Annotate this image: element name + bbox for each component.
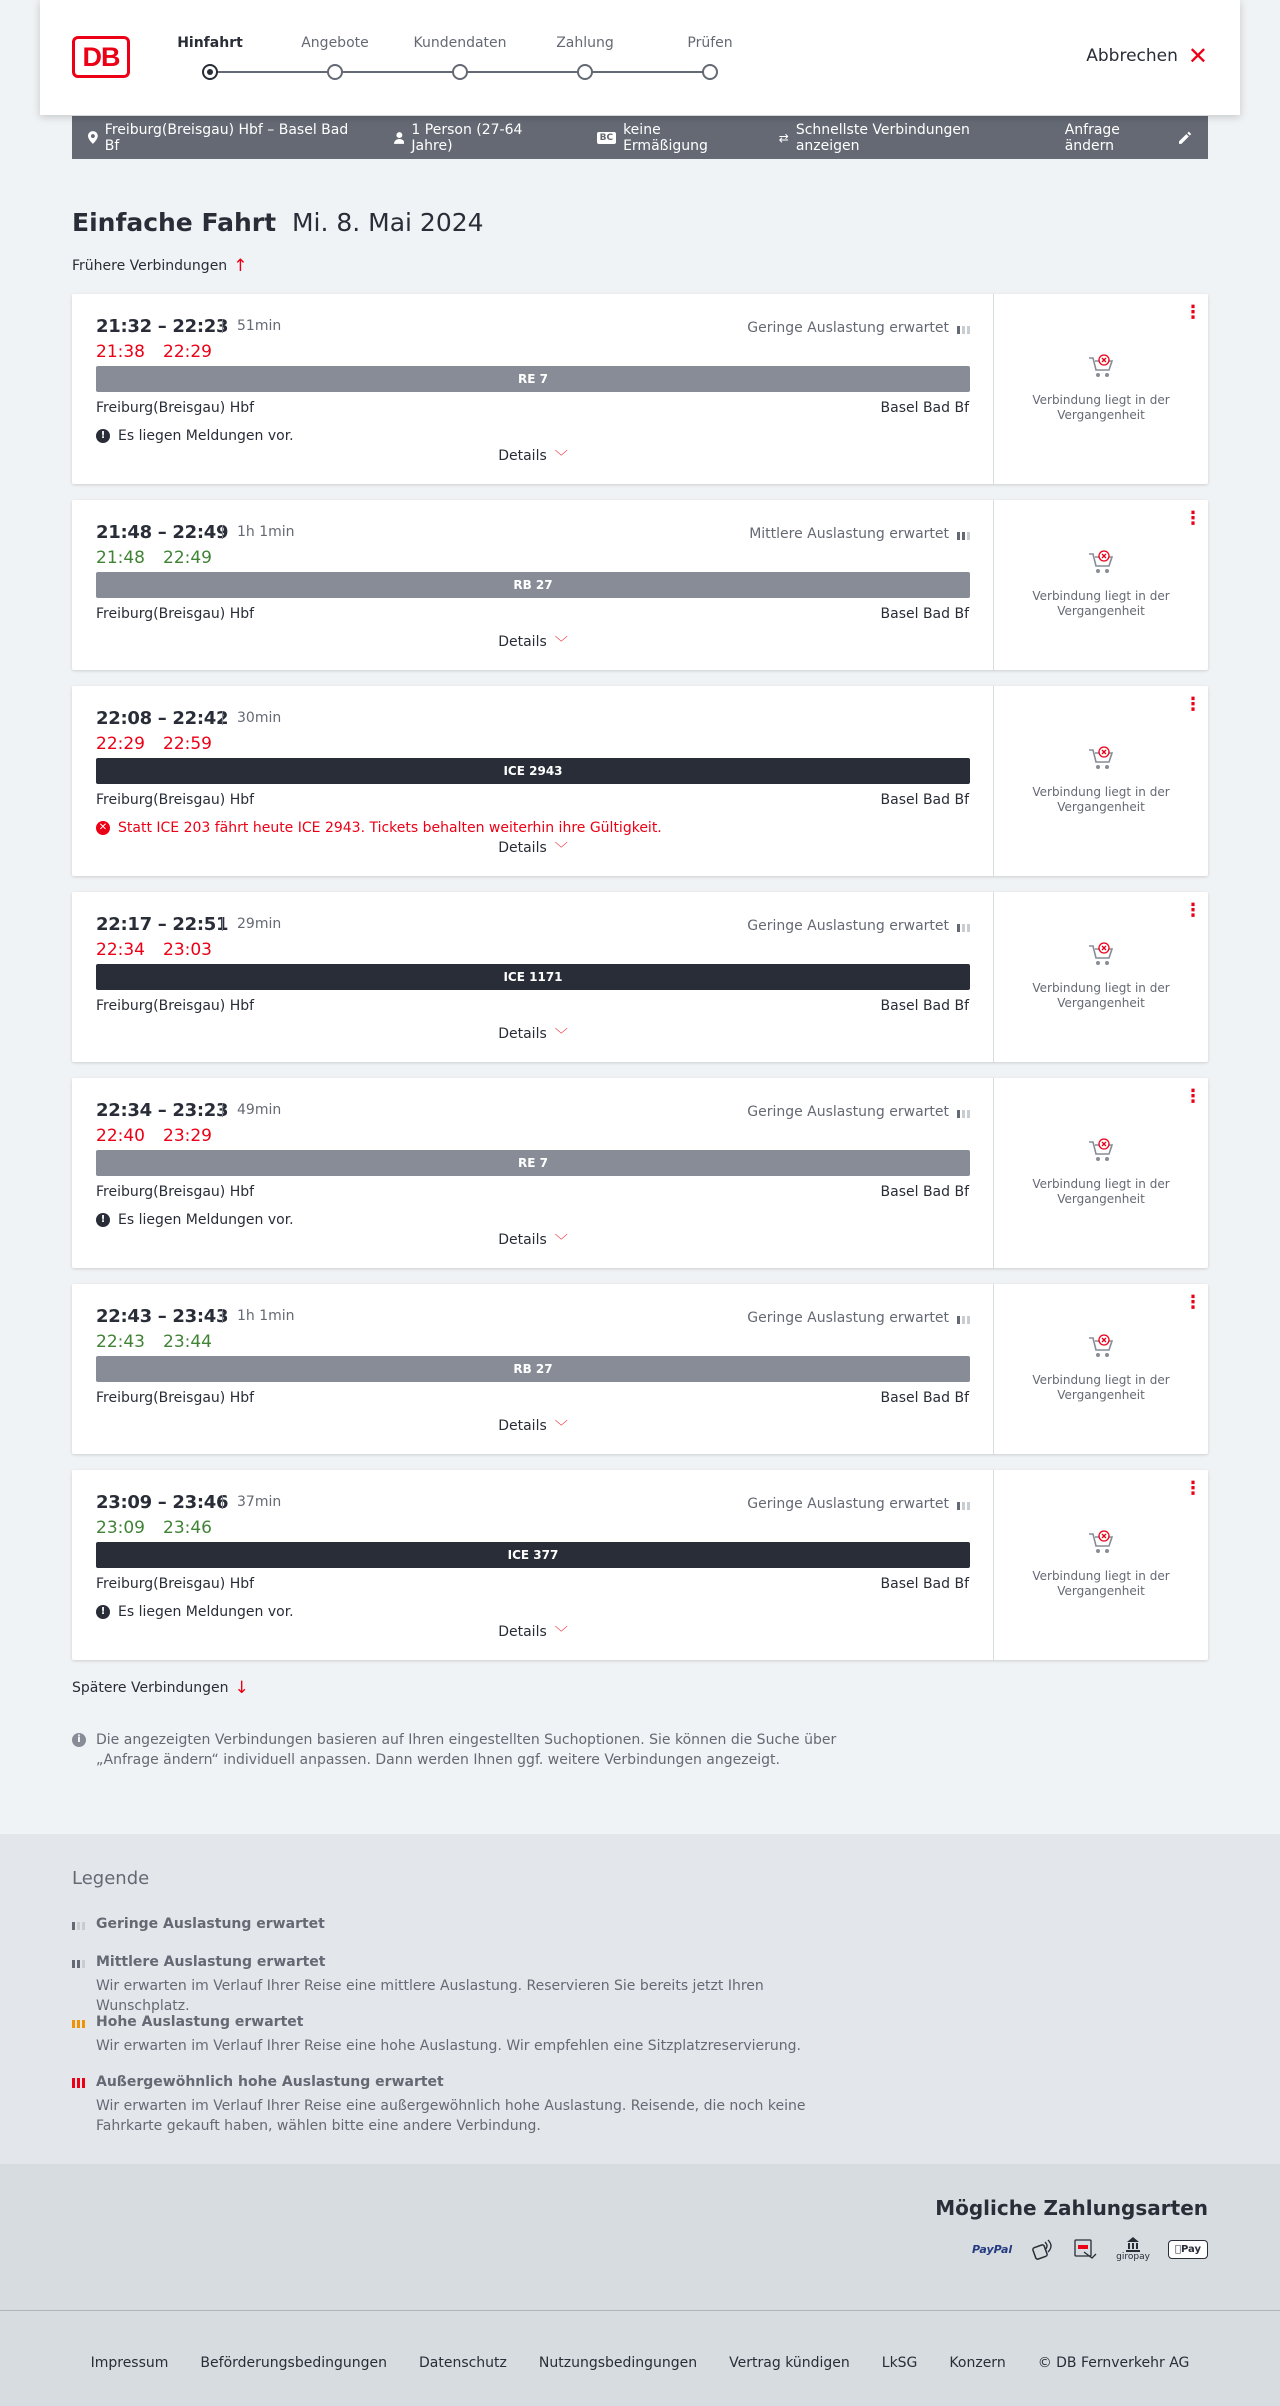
more-options-icon[interactable]: ⋮ [1184,1292,1202,1313]
earlier-label: Frühere Verbindungen [72,258,228,274]
footer-link[interactable]: Impressum [90,2355,169,2371]
realtime-departure: 23:09 [96,1518,145,1538]
payment-icons [972,2236,1208,2262]
occupancy-icon [957,1498,971,1510]
later-connections-link[interactable] [72,1678,249,1698]
realtime-times [96,548,230,568]
footer-link[interactable]: Datenschutz [418,2355,507,2371]
details-label: Details [498,1231,547,1248]
realtime-departure: 22:43 [96,1332,145,1352]
legend-item [72,2074,856,2136]
past-connection-note: Verbindung liegt in der Vergangenheit [1032,393,1170,422]
giropay-building-icon [1125,2236,1141,2252]
realtime-arrival: 22:29 [163,342,212,362]
planned-times: 21:32 – 22:23 [96,316,229,337]
occupancy-text: Geringe Auslastung erwartet [747,1104,949,1120]
connection-details-area [72,686,994,876]
connection-details-area [72,1078,994,1268]
duration: 37min [222,1495,281,1509]
step-dot-pruefen [702,64,718,80]
duration: 49min [222,1103,281,1117]
legend-section [0,1834,1280,2164]
realtime-times [96,1332,230,1352]
departure-station: Freiburg(Breisgau) Hbf [96,998,255,1014]
planned-times: 22:08 – 22:42 [96,708,229,729]
planned-times: 22:34 – 23:23 [96,1100,229,1121]
connection-card[interactable] [72,1470,1208,1660]
connection-card[interactable] [72,892,1208,1062]
step-dot-hinfahrt [202,64,218,80]
message-text: Es liegen Meldungen vor. [118,1604,294,1620]
booking-area [994,1470,1208,1660]
realtime-arrival: 23:03 [163,940,212,960]
footer-link[interactable]: Konzern [949,2355,1006,2371]
step-dot-angebote [327,64,343,80]
occupancy-text: Geringe Auslastung erwartet [747,1496,949,1512]
departure-station: Freiburg(Breisgau) Hbf [96,606,255,622]
realtime-times [96,342,230,362]
connection-message [96,1212,294,1228]
planned-times: 23:09 – 23:46 [96,1492,229,1513]
swap-arrows-icon: ⇄ [778,130,789,145]
past-connection-note: Verbindung liegt in der Vergangenheit [1032,589,1170,618]
occupancy-level-icon [72,1918,86,1930]
occupancy-icon [957,528,971,540]
details-toggle[interactable] [72,1230,994,1249]
more-options-icon[interactable]: ⋮ [1184,302,1202,323]
message-text: Es liegen Meldungen vor. [118,428,294,444]
occupancy-info [749,526,971,542]
step-kundendaten: Kundendaten [413,35,507,51]
footer-link[interactable]: © DB Fernverkehr AG [1037,2355,1190,2371]
train-bar[interactable]: ICE 1171 [96,964,970,990]
sepa-direct-debit-icon [1072,2237,1098,2261]
arrival-station: Basel Bad Bf [880,400,969,416]
bahncard-icon: BC [597,132,616,144]
more-options-icon[interactable]: ⋮ [1184,1086,1202,1107]
footer [0,2310,1280,2406]
occupancy-icon [957,322,971,334]
legend-item [72,2014,856,2056]
realtime-times [96,734,230,754]
pencil-icon [1179,131,1192,144]
step-hinfahrt[interactable]: Hinfahrt [177,35,243,51]
details-toggle[interactable] [72,632,994,651]
realtime-departure: 21:38 [96,342,145,362]
train-bar[interactable]: RB 27 [96,572,970,598]
cart-unavailable-icon [1087,549,1115,577]
more-options-icon[interactable]: ⋮ [1184,694,1202,715]
chevron-down-icon: ﹀ [554,450,568,465]
duration: 30min [222,711,281,725]
giropay-label: giropay [1116,2252,1150,2262]
arrival-station: Basel Bad Bf [880,792,969,808]
alert-icon: ! [96,1605,110,1619]
occupancy-info [747,320,971,336]
contactless-card-icon [1030,2237,1054,2261]
legend-item-title-row [72,1954,856,1970]
connection-details-area [72,1470,994,1660]
apple-pay-label: Pay [1180,2243,1201,2255]
details-toggle[interactable] [72,1622,994,1641]
occupancy-info [747,1496,971,1512]
departure-station: Freiburg(Breisgau) Hbf [96,1390,255,1406]
payment-title: Mögliche Zahlungsarten [935,2196,1208,2220]
close-icon: ✕ [1187,42,1208,70]
db-logo[interactable]: DB [72,36,130,78]
realtime-departure: 21:48 [96,548,145,568]
paypal-icon: PayPal [972,2242,1013,2256]
message-text: Statt ICE 203 fährt heute ICE 2943. Tickets behalten weiterhin ihre Gültigkeit. [118,820,662,836]
realtime-arrival: 22:59 [163,734,212,754]
search-option-text: Schnellste Verbindungen anzeigen [795,121,970,154]
occupancy-info [747,1104,971,1120]
change-request-label: Anfrage ändern [1064,121,1120,154]
details-toggle[interactable] [72,446,994,465]
cart-unavailable-icon [1087,745,1115,773]
departure-station: Freiburg(Breisgau) Hbf [96,1576,255,1592]
occupancy-icon [957,1312,971,1324]
step-dot-zahlung [577,64,593,80]
booking-area [994,892,1208,1062]
step-dot-kundendaten [452,64,468,80]
footer-link[interactable]: Nutzungsbedingungen [538,2355,698,2371]
page-title [72,208,484,237]
departure-station: Freiburg(Breisgau) Hbf [96,792,255,808]
route-info [88,122,362,154]
discount-info [597,122,747,154]
connection-message [96,820,662,836]
chevron-down-icon: ﹀ [554,636,568,651]
passenger-info [394,122,565,154]
more-options-icon[interactable]: ⋮ [1184,900,1202,921]
duration: 29min [222,917,281,931]
departure-station: Freiburg(Breisgau) Hbf [96,1184,255,1200]
step-zahlung: Zahlung [556,35,614,51]
occupancy-text: Geringe Auslastung erwartet [747,320,949,336]
details-label: Details [498,1417,547,1434]
departure-station: Freiburg(Breisgau) Hbf [96,400,255,416]
realtime-arrival: 22:49 [163,548,212,568]
details-label: Details [498,633,547,650]
legend-item-title-row [72,1916,325,1932]
arrival-station: Basel Bad Bf [880,1184,969,1200]
connection-details-area [72,294,994,484]
occupancy-level-icon [72,2016,86,2028]
details-toggle[interactable] [72,1024,994,1043]
error-icon: ✕ [96,821,110,835]
connection-card[interactable] [72,1284,1208,1454]
realtime-departure: 22:40 [96,1126,145,1146]
realtime-departure: 22:29 [96,734,145,754]
legend-item [72,1954,856,2016]
legend-item-title: Außergewöhnlich hohe Auslastung erwartet [96,2074,444,2090]
route-text: Freiburg(Breisgau) Hbf – Basel Bad Bf [104,121,349,154]
realtime-departure: 22:34 [96,940,145,960]
train-bar[interactable]: RE 7 [96,366,970,392]
arrow-down-icon: ↓ [234,1678,249,1698]
cart-unavailable-icon [1087,1137,1115,1165]
arrival-station: Basel Bad Bf [880,1390,969,1406]
legend-item-title: Geringe Auslastung erwartet [96,1916,325,1932]
more-options-icon[interactable]: ⋮ [1184,508,1202,529]
realtime-times [96,940,230,960]
planned-times: 22:17 – 22:51 [96,914,229,935]
legend-item [72,1916,325,1932]
message-text: Es liegen Meldungen vor. [118,1212,294,1228]
booking-header [40,0,1240,115]
planned-times: 21:48 – 22:49 [96,522,229,543]
trip-date: Mi. 8. Mai 2024 [291,208,484,237]
connection-details-area [72,500,994,670]
footer-link[interactable]: LkSG [881,2355,918,2371]
booking-area [994,686,1208,876]
arrival-station: Basel Bad Bf [880,998,969,1014]
alert-icon: ! [96,1213,110,1227]
cart-unavailable-icon [1087,1333,1115,1361]
realtime-arrival: 23:46 [163,1518,212,1538]
occupancy-info [747,1310,971,1326]
connection-card[interactable] [72,686,1208,876]
passenger-text: 1 Person (27-64 Jahre) [411,121,523,154]
chevron-down-icon: ﹀ [554,1234,568,1249]
past-connection-note: Verbindung liegt in der Vergangenheit [1032,1177,1170,1206]
search-info-note [72,1730,852,1770]
train-bar[interactable]: RB 27 [96,1356,970,1382]
legend-item-description: Wir erwarten im Verlauf Ihrer Reise eine hohe Auslastung. Wir empfehlen eine Sitzplatzreservierung. [96,2038,801,2054]
trip-type: Einfache Fahrt [72,208,277,237]
info-icon: i [72,1733,86,1747]
details-toggle[interactable] [72,1416,994,1435]
location-pin-icon [88,131,98,144]
legend-title: Legende [72,1868,150,1889]
change-request-button[interactable] [1065,122,1192,154]
duration: 1h 1min [222,1309,295,1323]
occupancy-info [747,918,971,934]
train-bar[interactable]: ICE 377 [96,1542,970,1568]
occupancy-icon [957,1106,971,1118]
cart-unavailable-icon [1087,941,1115,969]
details-toggle[interactable] [72,838,994,857]
earlier-connections-link[interactable] [72,256,247,276]
connection-card[interactable] [72,294,1208,484]
step-angebote: Angebote [301,35,369,51]
past-connection-note: Verbindung liegt in der Vergangenheit [1032,1569,1170,1598]
search-summary-bar [72,116,1208,159]
details-label: Details [498,1025,547,1042]
connection-message [96,1604,294,1620]
occupancy-icon [957,920,971,932]
occupancy-text: Mittlere Auslastung erwartet [749,526,949,542]
step-pruefen: Prüfen [687,35,733,51]
cart-unavailable-icon [1087,1529,1115,1557]
occupancy-text: Geringe Auslastung erwartet [747,1310,949,1326]
connection-card[interactable] [72,1078,1208,1268]
legend-item-description: Wir erwarten im Verlauf Ihrer Reise eine mittlere Auslastung. Reservieren Sie bereits jetzt Ihren Wunschplatz. [96,1978,764,2014]
arrow-up-icon: ↑ [233,256,248,276]
person-icon [394,132,405,144]
search-option-info [779,122,1033,154]
arrival-station: Basel Bad Bf [880,606,969,622]
realtime-arrival: 23:44 [163,1332,212,1352]
later-label: Spätere Verbindungen [72,1680,229,1696]
occupancy-level-icon [72,1956,86,1968]
apple-pay-icon [1168,2240,1208,2259]
booking-area [994,1078,1208,1268]
duration: 51min [222,319,281,333]
occupancy-text: Geringe Auslastung erwartet [747,918,949,934]
details-label: Details [498,1623,547,1640]
connection-details-area [72,1284,994,1454]
alert-icon: ! [96,429,110,443]
booking-area [994,1284,1208,1454]
more-options-icon[interactable]: ⋮ [1184,1478,1202,1499]
realtime-times [96,1126,230,1146]
train-bar[interactable]: RE 7 [96,1150,970,1176]
chevron-down-icon: ﹀ [554,1420,568,1435]
chevron-down-icon: ﹀ [554,842,568,857]
cart-unavailable-icon [1087,353,1115,381]
connection-card[interactable] [72,500,1208,670]
planned-times: 22:43 – 23:43 [96,1306,229,1327]
booking-area [994,294,1208,484]
booking-area [994,500,1208,670]
realtime-arrival: 23:29 [163,1126,212,1146]
note-text: Die angezeigten Verbindungen basieren auf Ihren eingestellten Suchoptionen. Sie können die Suche über „Anfrage ändern“ individuell anpassen. Dann werden Ihnen ggf. weitere Verbindungen angezeigt. [96,1732,837,1768]
legend-item-title-row [72,2074,856,2090]
legend-item-description: Wir erwarten im Verlauf Ihrer Reise eine außergewöhnlich hohe Auslastung. Reisende, die noch keine Fahrkarte gekauft haben, wählen bitte eine andere Verbindung. [96,2098,806,2134]
legend-item-title-row [72,2014,856,2030]
arrival-station: Basel Bad Bf [880,1576,969,1592]
legend-item-title: Mittlere Auslastung erwartet [96,1954,326,1970]
discount-text: keine Ermäßigung [623,121,708,154]
footer-link[interactable]: Beförderungsbedingungen [200,2355,387,2371]
cancel-button[interactable] [1086,42,1208,70]
giropay-icon [1116,2236,1150,2262]
connection-details-area [72,892,994,1062]
past-connection-note: Verbindung liegt in der Vergangenheit [1032,981,1170,1010]
occupancy-level-icon [72,2076,86,2088]
chevron-down-icon: ﹀ [554,1626,568,1641]
details-label: Details [498,447,547,464]
realtime-times [96,1518,230,1538]
train-bar[interactable]: ICE 2943 [96,758,970,784]
chevron-down-icon: ﹀ [554,1028,568,1043]
payment-section [0,2164,1280,2310]
cancel-label: Abbrechen [1086,46,1178,66]
past-connection-note: Verbindung liegt in der Vergangenheit [1032,1373,1170,1402]
connection-message [96,428,294,444]
legend-item-title: Hohe Auslastung erwartet [96,2014,304,2030]
duration: 1h 1min [222,525,295,539]
details-label: Details [498,839,547,856]
footer-link[interactable]: Vertrag kündigen [729,2355,850,2371]
past-connection-note: Verbindung liegt in der Vergangenheit [1032,785,1170,814]
